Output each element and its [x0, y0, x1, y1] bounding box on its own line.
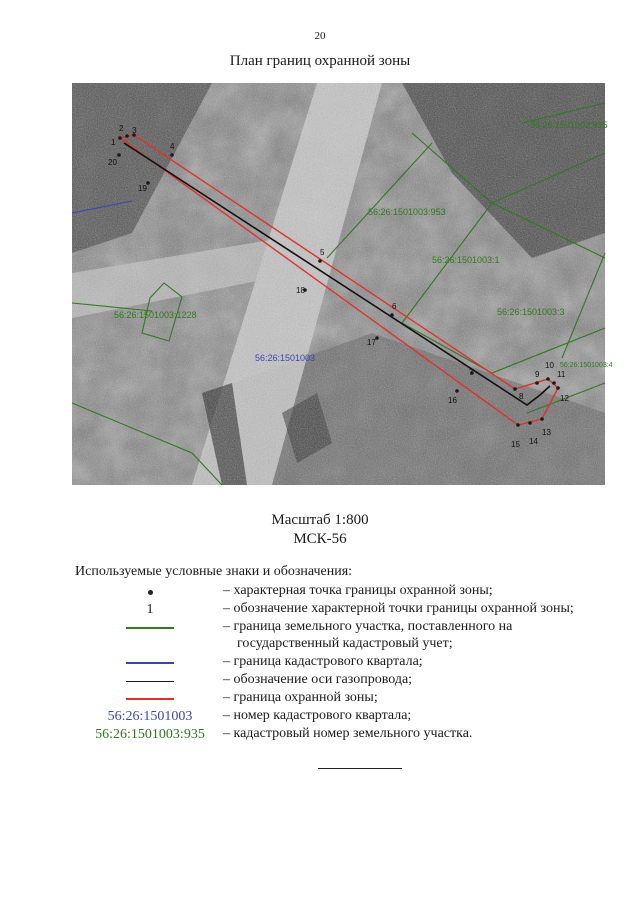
point-label: 2 — [119, 124, 124, 133]
boundary-point — [552, 381, 556, 385]
page-number: 20 — [314, 30, 326, 42]
parcel-line-icon — [126, 627, 174, 629]
point-label: 15 — [511, 440, 520, 449]
parcel-number: 56:26:1501003:1228 — [114, 310, 197, 320]
point-label: 12 — [560, 394, 569, 403]
parcel-number: 56:26:1501003:935 — [530, 120, 608, 130]
point-label: 16 — [448, 396, 457, 405]
legend-description: – граница охранной зоны; — [223, 690, 378, 705]
point-label: 9 — [535, 370, 540, 379]
point-label: 5 — [320, 248, 325, 257]
legend-description: – граница земельного участка, поставленного на — [223, 619, 513, 634]
point-label: 3 — [132, 126, 137, 135]
boundary-point — [535, 381, 539, 385]
boundary-point — [546, 377, 550, 381]
scale-text: Масштаб 1:800 — [271, 512, 369, 528]
boundary-point — [528, 421, 532, 425]
point-label: 6 — [392, 302, 397, 311]
point-label: 1 — [111, 138, 116, 147]
legend-item — [75, 708, 635, 726]
legend-description: – номер кадастрового квартала; — [223, 708, 412, 723]
point-label: 17 — [367, 338, 376, 347]
legend-item — [75, 636, 635, 654]
legend-symbol-text: 1 — [146, 602, 154, 617]
legend-item — [75, 583, 635, 601]
boundary-point — [390, 313, 394, 317]
legend-item — [75, 619, 635, 637]
point-label: 19 — [138, 184, 147, 193]
page-title: План границ охранной зоны — [229, 53, 411, 69]
footer-rule — [318, 768, 402, 769]
boundary-point — [540, 417, 544, 421]
legend-item — [75, 672, 635, 690]
legend-description: – кадастровый номер земельного участка. — [223, 726, 473, 741]
protection-zone-line-icon — [126, 698, 174, 700]
parcel-number: 56:26:1501003:4 — [560, 362, 613, 369]
point-label: 14 — [529, 437, 538, 446]
boundary-point — [117, 153, 121, 157]
gas-axis-line-icon — [126, 681, 174, 682]
map-canvas — [72, 83, 613, 485]
legend-heading: Используемые условные знаки и обозначения: — [75, 564, 353, 579]
point-label: 13 — [542, 428, 551, 437]
legend-description: – обозначение оси газопровода; — [223, 672, 413, 687]
boundary-point — [118, 136, 122, 140]
quarter-line-icon — [126, 662, 174, 664]
photo-grain — [72, 83, 605, 485]
boundary-map — [72, 83, 613, 485]
legend-item — [75, 601, 635, 619]
parcel-number: 56:26:1501003:1 — [432, 255, 500, 265]
boundary-point — [125, 134, 129, 138]
legend-description: – характерная точка границы охранной зоны; — [223, 583, 493, 598]
legend-symbol-text: 56:26:1501003:935 — [95, 727, 205, 742]
legend-item — [75, 654, 635, 672]
point-label: 11 — [557, 370, 566, 379]
point-label: 7 — [469, 368, 474, 377]
legend-description: – граница кадастрового квартала; — [223, 654, 423, 669]
point-label: 20 — [108, 158, 117, 167]
legend-description: государственный кадастровый учет; — [237, 636, 453, 651]
point-label: 8 — [519, 392, 524, 401]
legend-item — [75, 690, 635, 708]
legend-item — [75, 726, 635, 744]
parcel-number: 56:26:1501003:3 — [497, 307, 565, 317]
boundary-point — [170, 153, 174, 157]
boundary-point — [318, 259, 322, 263]
point-label: 4 — [170, 142, 175, 151]
boundary-point — [516, 423, 520, 427]
parcel-number: 56:26:1501003:953 — [368, 207, 446, 217]
legend-description: – обозначение характерной точки границы охранной зоны; — [223, 601, 574, 616]
quarter-number: 56:26:1501003 — [255, 353, 316, 363]
scale-block — [0, 511, 640, 549]
point-label: 18 — [296, 286, 305, 295]
point-marker-icon — [148, 590, 153, 595]
boundary-point — [455, 389, 459, 393]
legend-symbol-text: 56:26:1501003 — [107, 709, 193, 724]
boundary-point — [556, 386, 560, 390]
boundary-point — [513, 387, 517, 391]
point-label: 10 — [545, 361, 554, 370]
coord-system: МСК-56 — [293, 531, 347, 547]
